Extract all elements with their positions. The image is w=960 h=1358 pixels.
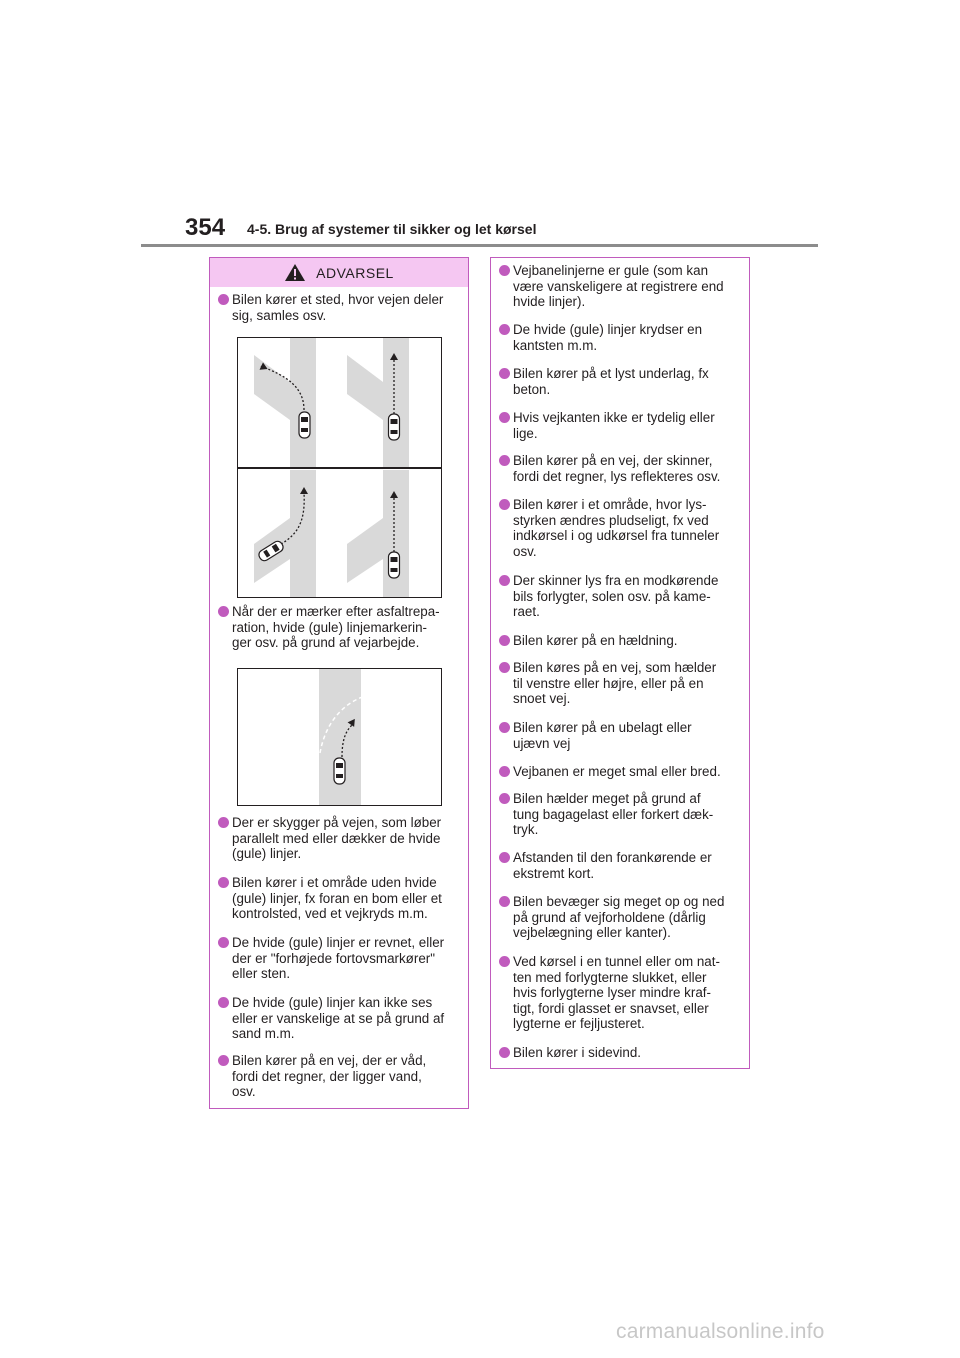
bullet-dot <box>218 606 229 617</box>
bullet-dot <box>499 852 510 863</box>
bullet-dot <box>499 956 510 967</box>
warning-title: ADVARSEL <box>316 264 394 281</box>
bullet-dot <box>499 412 510 423</box>
list-item: Bilen bevæger sig meget op og ned på grund af vejforholdene (dårlig vejbelægning eller kanter). <box>495 894 765 941</box>
list-item: Der skinner lys fra en modkørende bils forlygter, solen osv. på kame- raet. <box>495 573 765 620</box>
car-icon <box>334 758 345 784</box>
list-item: Vejbanen er meget smal eller bred. <box>495 764 765 780</box>
list-item: De hvide (gule) linjer krydser en kantsten m.m. <box>495 322 765 353</box>
list-item: Vejbanelinjerne er gule (som kan være vanskeligere at registrere end hvide linjer). <box>495 263 765 310</box>
bullet-dot <box>499 499 510 510</box>
list-item: Bilen kører et sted, hvor vejen deler sig, samles osv. <box>214 292 484 323</box>
bullet-dot <box>499 896 510 907</box>
bullet-dot <box>499 722 510 733</box>
list-item: Bilen kører på en vej, der skinner, fordi det regner, lys reflekteres osv. <box>495 453 765 484</box>
list-item: Bilen kører i et område uden hvide (gule) linjer, fx foran en bom eller et kontrolsted, ved et vejkryds m.m. <box>214 875 484 922</box>
bullet-dot <box>499 368 510 379</box>
road-split-figure <box>237 337 442 598</box>
bullet-dot <box>499 265 510 276</box>
bullet-dot <box>218 1055 229 1066</box>
bullet-dot <box>218 817 229 828</box>
list-item: Bilen kører i sidevind. <box>495 1045 765 1061</box>
bullet-dot <box>499 324 510 335</box>
bullet-dot <box>218 877 229 888</box>
road-repair-figure <box>237 668 442 806</box>
list-item: Bilen kører på en ubelagt eller ujævn vej <box>495 720 765 751</box>
list-item: Når der er mærker efter asfaltrepa- ration, hvide (gule) linjemarkerin- ger osv. på grund af vejarbejde. <box>214 604 484 651</box>
list-item: Bilen kører på en hældning. <box>495 633 765 649</box>
bullet-dot <box>499 793 510 804</box>
warning-triangle-icon <box>284 263 306 282</box>
page-number: 354 <box>185 214 226 241</box>
list-item: De hvide (gule) linjer kan ikke ses eller er vanskelige at se på grund af sand m.m. <box>214 995 484 1042</box>
car-icon <box>389 414 400 440</box>
bullet-dot <box>218 997 229 1008</box>
bullet-dot <box>499 575 510 586</box>
header-divider <box>141 244 818 247</box>
section-title: 4-5. Brug af systemer til sikker og let kørsel <box>247 221 537 237</box>
bullet-dot <box>218 937 229 948</box>
warning-header <box>210 258 468 287</box>
bullet-dot <box>499 662 510 673</box>
list-item: Bilen kører i et område, hvor lys- styrken ændres pludseligt, fx ved indkørsel i og udkørsel fra tunneler osv. <box>495 497 765 559</box>
bullet-dot <box>499 1047 510 1058</box>
road-repair-diagram <box>238 669 441 805</box>
road-split-diagram <box>238 338 441 597</box>
warning-box-right <box>490 257 750 1069</box>
bullet-dot <box>499 766 510 777</box>
bullet-dot <box>218 294 229 305</box>
car-icon <box>389 552 400 578</box>
list-item: De hvide (gule) linjer er revnet, eller der er "forhøjede fortovsmarkører" eller sten. <box>214 935 484 982</box>
list-item: Afstanden til den forankørende er ekstremt kort. <box>495 850 765 881</box>
watermark: carmanualsonline.info <box>616 1320 825 1343</box>
car-icon <box>299 412 310 438</box>
warning-box-left <box>209 257 469 1109</box>
bullet-dot <box>499 635 510 646</box>
list-item: Bilen kører på et lyst underlag, fx beton. <box>495 366 765 397</box>
bullet-dot <box>499 455 510 466</box>
list-item: Bilen kører på en vej, der er våd, fordi det regner, der ligger vand, osv. <box>214 1053 484 1100</box>
list-item: Hvis vejkanten ikke er tydelig eller lige. <box>495 410 765 441</box>
list-item: Bilen hælder meget på grund af tung bagagelast eller forkert dæk- tryk. <box>495 791 765 838</box>
list-item: Der er skygger på vejen, som løber parallelt med eller dækker de hvide (gule) linjer. <box>214 815 484 862</box>
list-item: Ved kørsel i en tunnel eller om nat- ten med forlygterne slukket, eller hvis forlygterne lyser mindre kraf- tigt, fordi glasset er snavset, eller lygterne er fejljusteret. <box>495 954 765 1032</box>
list-item: Bilen køres på en vej, som hælder til venstre eller højre, eller på en snoet vej. <box>495 660 765 707</box>
